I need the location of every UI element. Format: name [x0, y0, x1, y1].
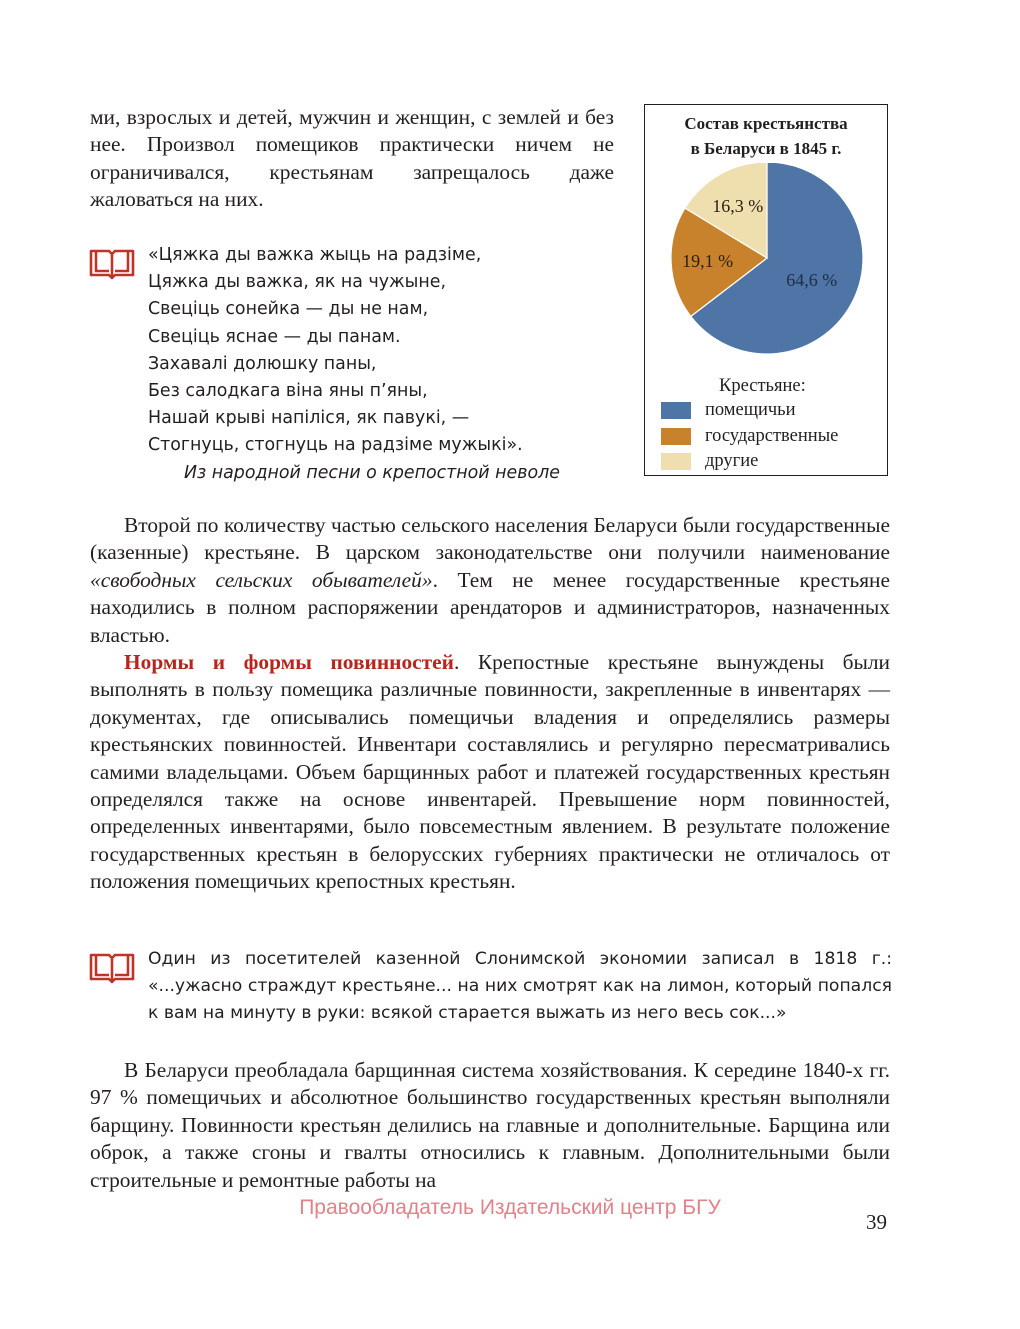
pie-slice-value-label: 16,3 %	[712, 196, 764, 217]
chart-title-line: Состав крестьянства	[684, 114, 848, 133]
poem-line: «Цяжка ды важка жыць на радзіме,	[148, 245, 482, 265]
pie-chart-panel	[644, 104, 888, 476]
legend-swatch	[661, 428, 691, 445]
paragraph-text: . Крепостные крестьяне вынуждены были выполнять в пользу помещика различные повинности, закрепленные в инвентарях — документах, где описывались помещичьи владения и определялись размеры крестьянских повинностей. Инвентари составлялись и регулярно пересматривались самими владельцами. Объем барщинных работ и платежей государственных крестьян определялся также на основе инвентарей. Превышение норм повинностей, определенных инвентарями, было повсеместным явлением. В результате положение государственных крестьян в белорусских губерниях практически не отличалось от положения помещичьих крепостных крестьян.	[90, 650, 890, 894]
chart-title	[645, 111, 887, 161]
legend-swatch	[661, 402, 691, 419]
legend-title: Крестьяне:	[719, 376, 806, 396]
poem-line: Свеціць яснае — ды панам.	[148, 326, 401, 347]
paragraph-text: В Беларуси преобладала барщинная система хозяйствования. К середине 1840-х гг. 97 % помещичьих и абсолютное большинство государственных крестьян выполняли барщину. Повинности крестьян делились на главные и дополнительные. Барщина или оброк, а также сгоны и гвалты относились к главным. Дополнительными были строительные и ремонтные работы на	[90, 1058, 890, 1192]
legend-swatch	[661, 453, 691, 470]
paragraph	[90, 512, 890, 649]
legend-label: государственные	[705, 426, 839, 446]
poem-line: Нашай крыві напіліся, як павукі, —	[148, 408, 470, 429]
poem	[148, 242, 618, 487]
pie-chart	[645, 163, 889, 373]
paragraph	[90, 1057, 890, 1194]
legend-label: другие	[705, 451, 759, 471]
poem-line: Без салодкага віна яны п’яны,	[148, 381, 428, 402]
poem-line: Захавалі долюшку паны,	[148, 353, 377, 374]
document-quote: Один из посетителей казенной Слонимской экономии записал в 1818 г.: «...ужасно страждут крестьяне... на них смотрят как на лимон, который попался к вам на минуту в руки: всякой старается выжать из него весь сок...»	[148, 949, 892, 1023]
pie-slice-value-label: 19,1 %	[682, 251, 734, 272]
rights-holder-note: Правообладатель Издательский центр БГУ	[299, 1196, 721, 1219]
poem-source: Из народной песни о крепостной неволе	[184, 462, 560, 483]
poem-line: Цяжка ды важка, як на чужыне,	[148, 272, 447, 293]
chart-title-line: в Беларуси в 1845 г.	[690, 139, 842, 158]
book-icon	[88, 950, 136, 984]
page-number: 39	[866, 1210, 887, 1234]
paragraph-text: Второй по количеству частью сельского населения Беларуси были государственные (казенные) крестьяне. В царском законодательстве они получили наименование	[90, 513, 890, 565]
poem-line: Свеціць сонейка — ды не нам,	[148, 299, 429, 320]
paragraph-text: . Тем не менее государственные крестьяне находились в полном распоряжении арендаторов и администраторов, назначенных властью.	[90, 567, 890, 647]
paragraph-italic-term: «свободных сельских обывателей»	[90, 567, 433, 592]
paragraph	[90, 649, 890, 896]
poem-line: Стогнуць, стогнуць на радзіме мужыкі».	[148, 435, 523, 456]
legend-label: помещичьи	[705, 400, 796, 420]
book-icon	[88, 246, 136, 280]
section-heading: Нормы и формы повинностей	[124, 650, 454, 674]
intro-paragraph: ми, взрослых и детей, мужчин и женщин, с землей и без нее. Произвол помещиков практически ничем не ограничивался, крестьянам запрещалось даже жаловаться на них.	[90, 105, 614, 212]
pie-slice-value-label: 64,6 %	[786, 270, 838, 291]
